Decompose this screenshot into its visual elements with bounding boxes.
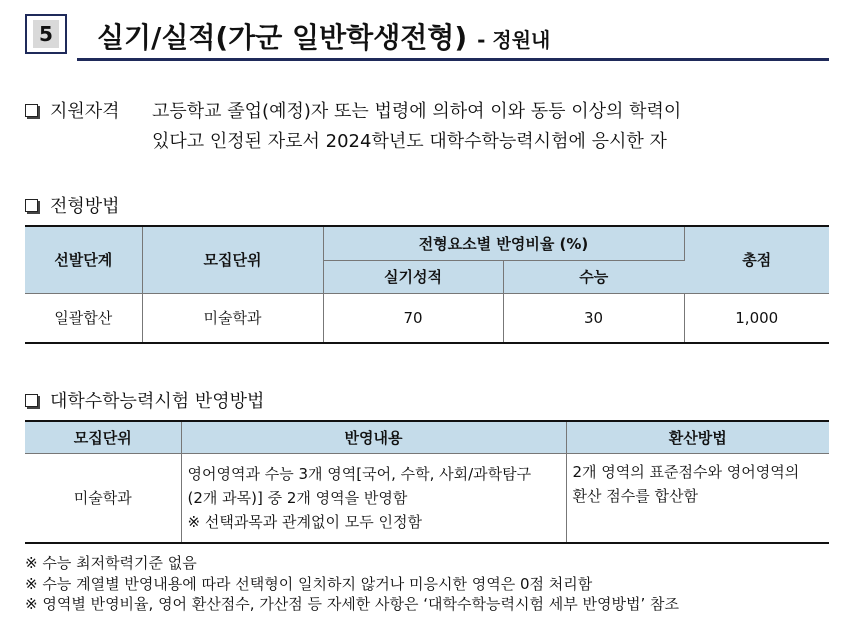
footnote: ※ 수능 계열별 반영내용에 따라 선택형이 일치하지 않거나 미응시한 영역은 0점 처리함	[25, 574, 593, 593]
table-row	[25, 293, 829, 343]
title-text: 실기/실적(가군 일반학생전형)	[97, 21, 468, 54]
csat-heading	[25, 387, 264, 413]
title-subtitle: - 정원내	[477, 28, 551, 52]
checkbox-bullet-icon	[25, 199, 38, 212]
content-line-2: (2개 과목)] 중 2개 영역을 반영함	[187, 488, 408, 507]
cell-total: 1,000	[684, 293, 829, 343]
content-line-3: ※ 선택과목과 관계없이 모두 인정함	[187, 512, 423, 531]
footnote: ※ 영역별 반영비율, 영어 환산점수, 가산점 등 자세한 사항은 ‘대학수학능력시험 세부 반영방법’ 참조	[25, 595, 679, 613]
cell-unit: 미술학과	[142, 293, 323, 343]
section-number: 5	[33, 20, 59, 48]
section-header	[25, 14, 829, 60]
cell-conversion	[566, 453, 829, 543]
cell-stage: 일괄합산	[25, 293, 142, 343]
col-unit-header: 모집단위	[142, 226, 323, 293]
footnote: ※ 수능 최저학력기준 없음	[25, 554, 197, 572]
qualification-label: 지원자격	[50, 101, 120, 122]
table-row	[25, 453, 829, 543]
footnotes	[25, 553, 679, 615]
checkbox-bullet-icon	[25, 104, 38, 117]
table-header-row	[25, 421, 829, 453]
section-number-box	[25, 14, 67, 54]
content-line-1: 영어영역과 수능 3개 영역[국어, 수학, 사회/과학탐구	[187, 464, 532, 483]
col-content-header: 반영내용	[181, 421, 566, 453]
qualification-line-2: 있다고 인정된 자로서 2024학년도 대학수학능력시험에 응시한 자	[152, 131, 667, 152]
col-practical-header: 실기성적	[323, 260, 503, 293]
col-csat-header: 수능	[503, 260, 684, 293]
cell-csat: 30	[503, 293, 684, 343]
selection-method-table	[25, 225, 829, 344]
col-total-header: 총점	[684, 226, 829, 293]
conversion-line-2: 환산 점수를 합산함	[572, 486, 698, 505]
col-stage-header: 선발단계	[25, 226, 142, 293]
qualification-line-1: 고등학교 졸업(예정)자 또는 법령에 의하여 이와 동등 이상의 학력이	[152, 101, 682, 122]
cell-unit: 미술학과	[25, 453, 181, 543]
col-conversion-header: 환산방법	[566, 421, 829, 453]
csat-heading-label: 대학수학능력시험 반영방법	[50, 391, 265, 412]
col-ratio-header: 전형요소별 반영비율 (%)	[323, 226, 684, 260]
checkbox-bullet-icon	[25, 394, 38, 407]
qualification-text	[152, 97, 681, 157]
cell-practical: 70	[323, 293, 503, 343]
method-heading	[25, 192, 120, 218]
page-title	[97, 16, 550, 56]
method-heading-label: 전형방법	[50, 196, 120, 217]
cell-content	[181, 453, 566, 543]
table-header-row	[25, 226, 829, 260]
csat-method-table	[25, 420, 829, 544]
conversion-line-1: 2개 영역의 표준점수와 영어영역의	[572, 462, 800, 481]
title-underline	[77, 58, 829, 61]
qualification-heading	[25, 97, 120, 123]
col-unit-header: 모집단위	[25, 421, 181, 453]
